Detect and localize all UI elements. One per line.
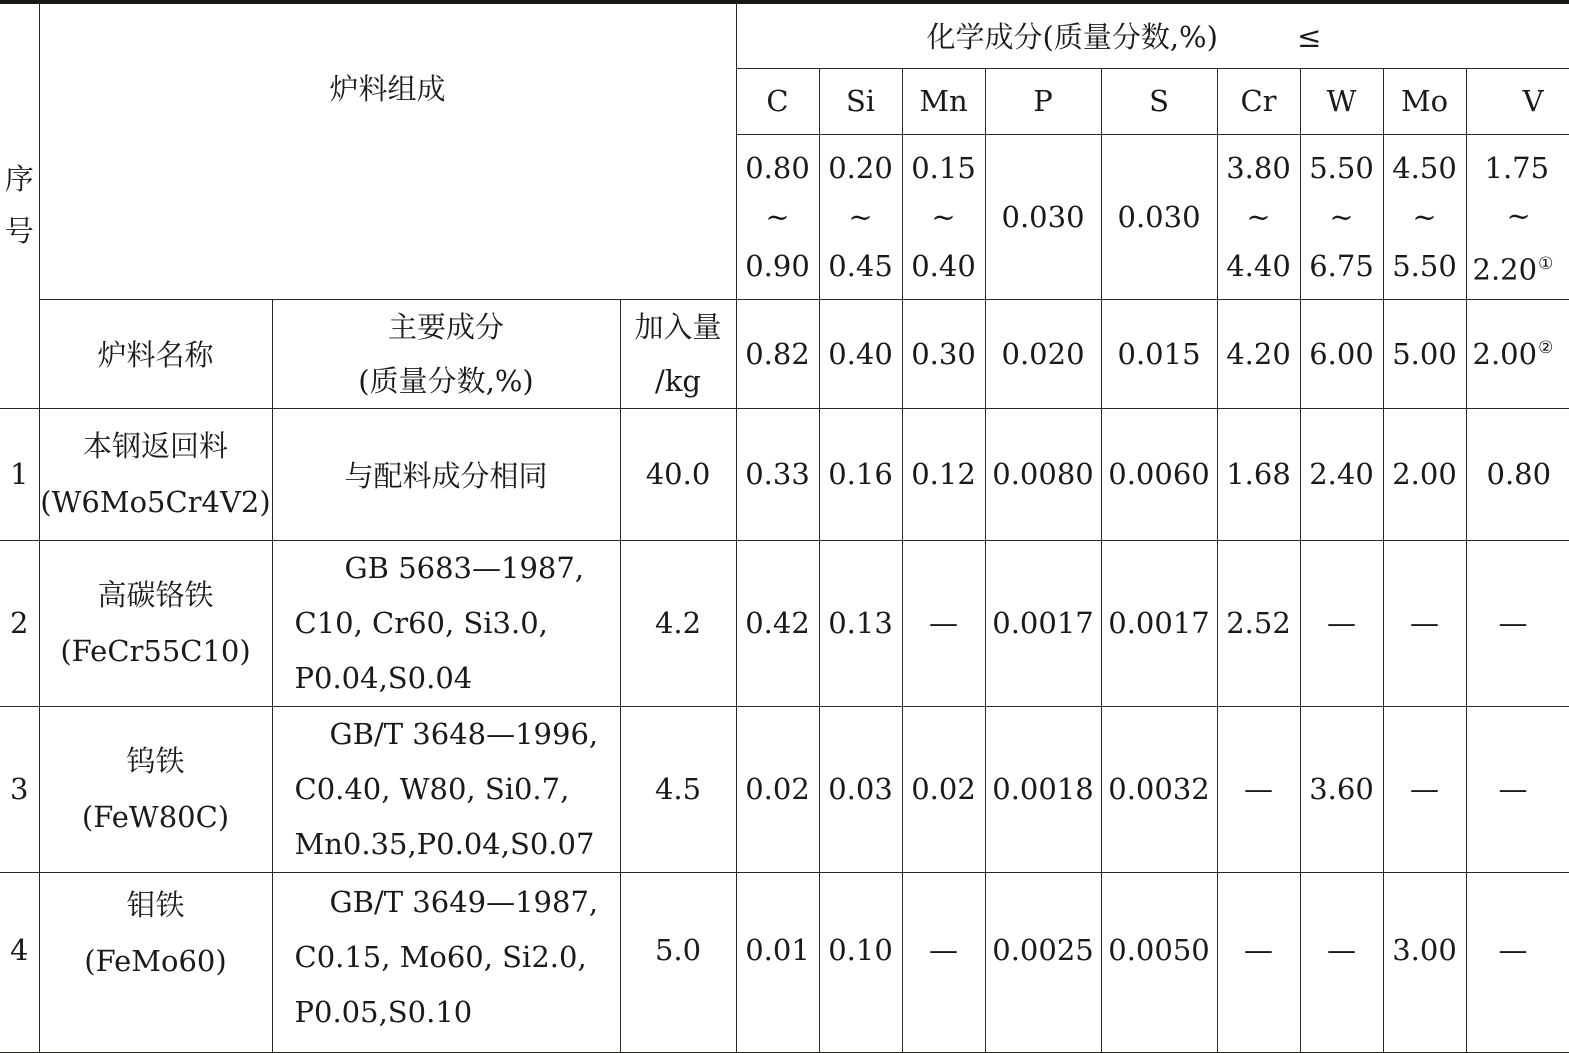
charge-composition-header [39, 3, 736, 299]
chem-title: 化学成分(质量分数,%) [926, 19, 1218, 54]
note-1-mark: ① [1538, 253, 1554, 274]
value-Si: 0.16 [819, 408, 902, 540]
element-V: V [1466, 68, 1569, 134]
range-Mo: 4.50 ~ 5.50 [1383, 134, 1466, 299]
amount-header: 加入量 /kg [620, 299, 736, 408]
row-seq: 4 [0, 872, 39, 1052]
seq-header-char2: 号 [4, 214, 34, 249]
value-Mn: 0.12 [902, 408, 985, 540]
chem-composition-header [736, 3, 1569, 68]
table-row [0, 408, 1569, 540]
note-2-mark: ② [1538, 337, 1554, 358]
range-Si: 0.20 ~ 0.45 [819, 134, 902, 299]
value-V: — [1466, 706, 1569, 872]
value-S: 0.0032 [1101, 706, 1217, 872]
main-composition: GB/T 3649—1987, C0.15, Mo60, Si2.0, P0.05,S0.10 [272, 872, 620, 1052]
value-Cr: — [1217, 872, 1300, 1052]
element-Si: Si [819, 68, 902, 134]
table-row [0, 540, 1569, 706]
value-C: 0.33 [736, 408, 819, 540]
value-V: 0.80 [1466, 408, 1569, 540]
value-Cr: 2.52 [1217, 540, 1300, 706]
charge-composition-table [0, 3, 1569, 1053]
value-Mn: — [902, 540, 985, 706]
element-P: P [985, 68, 1101, 134]
amount: 4.2 [620, 540, 736, 706]
value-Cr: 1.68 [1217, 408, 1300, 540]
charge-name: 钨铁 (FeW80C) [39, 706, 272, 872]
value-W: 3.60 [1300, 706, 1383, 872]
target-Mo: 5.00 [1383, 299, 1466, 408]
value-P: 0.0018 [985, 706, 1101, 872]
value-S: 0.0050 [1101, 872, 1217, 1052]
table-row [0, 706, 1569, 872]
table-row [0, 872, 1569, 1052]
target-Cr: 4.20 [1217, 299, 1300, 408]
seq-header-char1: 序 [4, 162, 34, 197]
amount: 5.0 [620, 872, 736, 1052]
value-Mo: 3.00 [1383, 872, 1466, 1052]
value-P: 0.0017 [985, 540, 1101, 706]
value-Si: 0.10 [819, 872, 902, 1052]
range-C: 0.80 ~ 0.90 [736, 134, 819, 299]
charge-name: 高碳铬铁 (FeCr55C10) [39, 540, 272, 706]
value-Cr: — [1217, 706, 1300, 872]
value-W: 2.40 [1300, 408, 1383, 540]
max-P: 0.030 [985, 134, 1101, 299]
value-S: 0.0017 [1101, 540, 1217, 706]
max-S: 0.030 [1101, 134, 1217, 299]
target-W: 6.00 [1300, 299, 1383, 408]
target-Mn: 0.30 [902, 299, 985, 408]
element-W: W [1300, 68, 1383, 134]
element-Mn: Mn [902, 68, 985, 134]
value-V: — [1466, 540, 1569, 706]
row-seq: 2 [0, 540, 39, 706]
seq-header [0, 3, 39, 408]
value-Mo: — [1383, 540, 1466, 706]
charge-name-header: 炉料名称 [39, 299, 272, 408]
row-seq: 1 [0, 408, 39, 540]
value-Mo: 2.00 [1383, 408, 1466, 540]
charge-composition-label: 炉料组成 [329, 72, 446, 106]
range-Cr: 3.80 ~ 4.40 [1217, 134, 1300, 299]
main-composition: GB/T 3648—1996, C0.40, W80, Si0.7, Mn0.35,P0.04,S0.07 [272, 706, 620, 872]
value-V: — [1466, 872, 1569, 1052]
main-comp-header: 主要成分 (质量分数,%) [272, 299, 620, 408]
target-Si: 0.40 [819, 299, 902, 408]
value-Mn: 0.02 [902, 706, 985, 872]
value-P: 0.0025 [985, 872, 1101, 1052]
main-composition: GB 5683—1987, C10, Cr60, Si3.0, P0.04,S0.04 [272, 540, 620, 706]
range-Mn: 0.15 ~ 0.40 [902, 134, 985, 299]
charge-name: 本钢返回料 (W6Mo5Cr4V2) [39, 408, 272, 540]
value-P: 0.0080 [985, 408, 1101, 540]
element-Cr: Cr [1217, 68, 1300, 134]
target-C: 0.82 [736, 299, 819, 408]
value-Si: 0.13 [819, 540, 902, 706]
value-Mn: — [902, 872, 985, 1052]
amount: 4.5 [620, 706, 736, 872]
value-W: — [1300, 540, 1383, 706]
range-V: 1.75 ~ 2.20① [1466, 134, 1569, 299]
row-seq: 3 [0, 706, 39, 872]
element-Mo: Mo [1383, 68, 1466, 134]
target-P: 0.020 [985, 299, 1101, 408]
main-composition: 与配料成分相同 [272, 408, 620, 540]
value-S: 0.0060 [1101, 408, 1217, 540]
target-S: 0.015 [1101, 299, 1217, 408]
range-W: 5.50 ~ 6.75 [1300, 134, 1383, 299]
le-sign: ≤ [1297, 19, 1322, 54]
value-C: 0.01 [736, 872, 819, 1052]
value-Si: 0.03 [819, 706, 902, 872]
element-S: S [1101, 68, 1217, 134]
value-W: — [1300, 872, 1383, 1052]
charge-name: 钼铁 (FeMo60) [39, 872, 272, 1052]
element-C: C [736, 68, 819, 134]
target-V: 2.00② [1466, 299, 1569, 408]
amount: 40.0 [620, 408, 736, 540]
value-C: 0.02 [736, 706, 819, 872]
value-C: 0.42 [736, 540, 819, 706]
value-Mo: — [1383, 706, 1466, 872]
